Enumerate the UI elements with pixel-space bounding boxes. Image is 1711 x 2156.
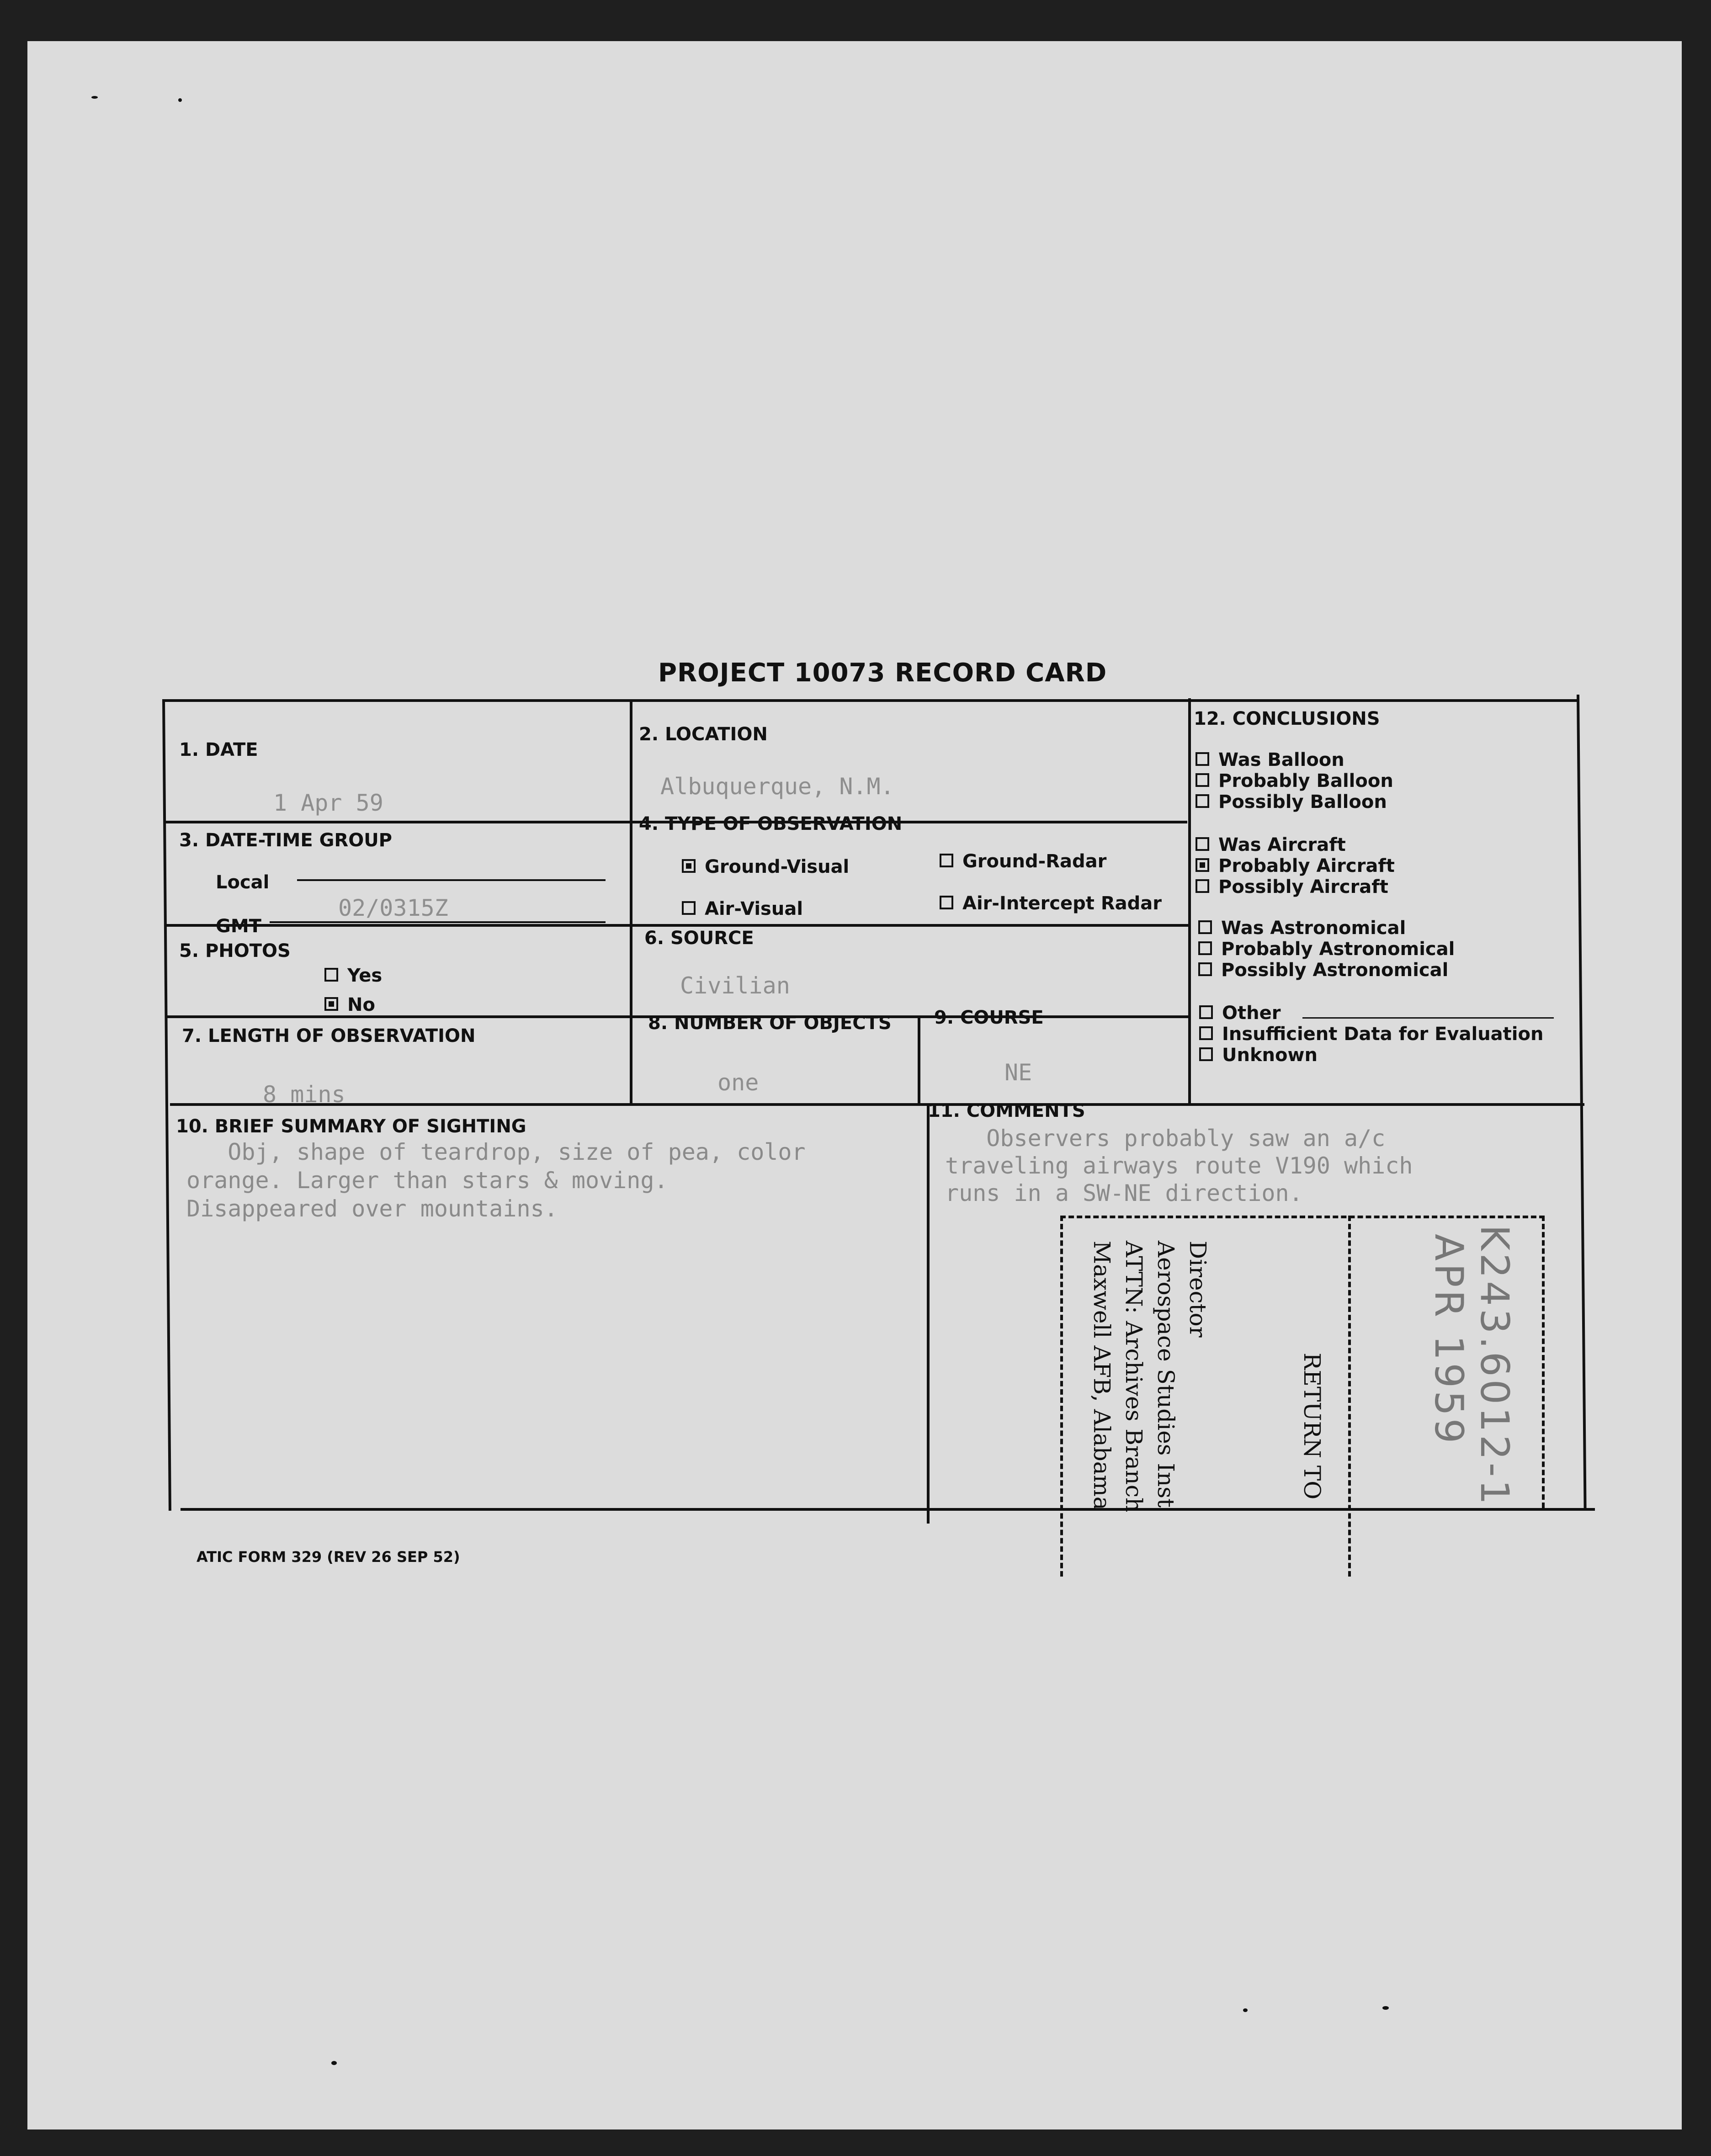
conclusion-possibly-balloon-label: Possibly Balloon xyxy=(1218,791,1387,812)
checkbox-photos-no[interactable] xyxy=(324,997,338,1011)
conclusion-insufficient-data-label: Insufficient Data for Evaluation xyxy=(1222,1024,1544,1045)
course-label: 9. COURSE xyxy=(934,1007,1044,1028)
checkbox-ground-radar[interactable] xyxy=(940,854,953,867)
course-value: NE xyxy=(1004,1059,1032,1086)
length-value: 8 mins xyxy=(263,1081,345,1108)
comments-line-3: runs in a SW-NE direction. xyxy=(945,1180,1303,1206)
option-air-visual[interactable] xyxy=(682,898,803,919)
card-top-border xyxy=(162,699,1579,702)
col-divider-11 xyxy=(927,1103,930,1524)
photos-yes-option[interactable] xyxy=(324,965,382,986)
checkbox-air-visual[interactable] xyxy=(682,901,696,915)
local-underline xyxy=(297,879,606,881)
date-value: 1 Apr 59 xyxy=(273,790,383,816)
stamp-top-border xyxy=(1060,1216,1545,1218)
conclusion-was-aircraft[interactable] xyxy=(1196,834,1346,855)
observation-type-label: 4. TYPE OF OBSERVATION xyxy=(639,813,903,834)
conclusion-probably-balloon-label: Probably Balloon xyxy=(1218,770,1393,791)
gmt-value: 02/0315Z xyxy=(338,895,448,921)
conclusion-probably-astronomical[interactable] xyxy=(1198,939,1455,960)
source-label: 6. SOURCE xyxy=(644,928,754,949)
card-right-border xyxy=(1577,695,1587,1511)
option-air-intercept-radar-label: Air-Intercept Radar xyxy=(962,893,1162,914)
handwritten-file-number: K243.6012-1 xyxy=(1472,1225,1517,1508)
summary-line-2: orange. Larger than stars & moving. xyxy=(186,1167,668,1194)
option-ground-visual-label: Ground-Visual xyxy=(705,856,850,877)
location-label: 2. LOCATION xyxy=(639,724,768,745)
stamp-return-to: RETURN TO xyxy=(1299,1353,1325,1500)
checkbox-was-astronomical[interactable] xyxy=(1198,920,1212,934)
stamp-line-maxwell: Maxwell AFB, Alabama xyxy=(1089,1241,1115,1510)
scan-speck xyxy=(178,98,182,102)
objects-label: 8. NUMBER OF OBJECTS xyxy=(648,1013,892,1034)
conclusion-unknown[interactable] xyxy=(1199,1045,1318,1066)
conclusions-label: 12. CONCLUSIONS xyxy=(1194,708,1380,729)
conclusion-possibly-aircraft[interactable] xyxy=(1196,876,1388,897)
conclusion-possibly-astronomical[interactable] xyxy=(1198,960,1448,981)
checkbox-was-balloon[interactable] xyxy=(1196,752,1209,766)
checkbox-unknown[interactable] xyxy=(1199,1047,1213,1061)
handwritten-date: APR 1959 xyxy=(1426,1234,1472,1446)
col-divider-12 xyxy=(1188,698,1191,1104)
stamp-right-border xyxy=(1542,1216,1545,1508)
conclusion-insufficient-data[interactable] xyxy=(1199,1024,1543,1045)
return-to-stamp xyxy=(1060,1216,1549,1577)
conclusion-possibly-astronomical-label: Possibly Astronomical xyxy=(1221,960,1449,981)
checkbox-probably-balloon[interactable] xyxy=(1196,773,1209,787)
row-divider-4 xyxy=(170,1103,1584,1106)
option-air-visual-label: Air-Visual xyxy=(705,898,803,919)
date-label: 1. DATE xyxy=(179,739,258,760)
stamp-line-institute: Aerospace Studies Inst xyxy=(1153,1241,1179,1508)
option-ground-visual[interactable] xyxy=(682,856,849,877)
photos-no-label: No xyxy=(347,994,375,1015)
checkbox-air-intercept-radar[interactable] xyxy=(940,896,953,909)
photos-yes-label: Yes xyxy=(347,965,383,986)
scan-speck xyxy=(1243,2008,1248,2012)
form-number-footer: ATIC FORM 329 (REV 26 SEP 52) xyxy=(197,1548,460,1566)
option-ground-radar[interactable] xyxy=(940,851,1106,872)
row-divider-2 xyxy=(165,924,1188,927)
conclusion-was-astronomical[interactable] xyxy=(1198,918,1406,939)
card-title: PROJECT 10073 RECORD CARD xyxy=(658,658,1107,688)
conclusion-other[interactable] xyxy=(1199,1003,1281,1024)
checkbox-possibly-astronomical[interactable] xyxy=(1198,962,1212,976)
summary-label: 10. BRIEF SUMMARY OF SIGHTING xyxy=(176,1116,526,1137)
conclusion-probably-aircraft[interactable] xyxy=(1196,855,1395,876)
location-value: Albuquerque, N.M. xyxy=(660,773,894,800)
checkbox-was-aircraft[interactable] xyxy=(1196,837,1209,851)
conclusion-possibly-aircraft-label: Possibly Aircraft xyxy=(1218,876,1388,897)
conclusion-other-label: Other xyxy=(1222,1003,1281,1024)
photos-label: 5. PHOTOS xyxy=(179,940,291,961)
checkbox-other[interactable] xyxy=(1199,1005,1213,1019)
scan-speck xyxy=(1382,2006,1389,2010)
photos-no-option[interactable] xyxy=(324,994,375,1015)
length-label: 7. LENGTH OF OBSERVATION xyxy=(182,1025,476,1046)
comments-line-2: traveling airways route V190 which xyxy=(945,1152,1413,1179)
conclusion-probably-balloon[interactable] xyxy=(1196,770,1393,791)
gmt-underline xyxy=(270,921,606,923)
option-ground-radar-label: Ground-Radar xyxy=(962,851,1107,872)
stamp-line-director: Director xyxy=(1185,1241,1211,1338)
comments-line-1: Observers probably saw an a/c xyxy=(945,1125,1386,1152)
stamp-middle-border xyxy=(1348,1216,1351,1577)
other-underline xyxy=(1302,1017,1554,1019)
stamp-left-border xyxy=(1060,1216,1063,1577)
scan-speck xyxy=(331,2061,337,2065)
scan-speck xyxy=(91,96,98,99)
datetime-label: 3. DATE-TIME GROUP xyxy=(179,830,392,851)
summary-line-3: Disappeared over mountains. xyxy=(186,1195,558,1222)
conclusion-unknown-label: Unknown xyxy=(1222,1045,1318,1066)
option-air-intercept-radar[interactable] xyxy=(940,893,1162,914)
conclusion-was-aircraft-label: Was Aircraft xyxy=(1218,834,1346,855)
conclusion-probably-astronomical-label: Probably Astronomical xyxy=(1221,939,1455,960)
checkbox-possibly-aircraft[interactable] xyxy=(1196,879,1209,893)
checkbox-insufficient-data[interactable] xyxy=(1199,1026,1213,1040)
objects-value: one xyxy=(717,1069,759,1096)
conclusion-was-balloon[interactable] xyxy=(1196,749,1344,770)
col-divider-2 xyxy=(630,700,632,1103)
col-divider-8 xyxy=(918,1015,920,1104)
checkbox-ground-visual[interactable] xyxy=(682,859,696,873)
comments-label: 11. COMMENTS xyxy=(928,1100,1085,1121)
conclusion-probably-aircraft-label: Probably Aircraft xyxy=(1218,855,1395,876)
summary-line-1: Obj, shape of teardrop, size of pea, color xyxy=(186,1139,806,1165)
local-label: Local xyxy=(216,872,270,893)
checkbox-possibly-balloon[interactable] xyxy=(1196,794,1209,808)
conclusion-was-astronomical-label: Was Astronomical xyxy=(1221,918,1406,939)
checkbox-probably-aircraft[interactable] xyxy=(1196,858,1209,872)
conclusion-was-balloon-label: Was Balloon xyxy=(1218,749,1344,770)
stamp-line-attn: ATTN: Archives Branch xyxy=(1121,1241,1147,1513)
checkbox-probably-astronomical[interactable] xyxy=(1198,941,1212,955)
gmt-label: GMT xyxy=(216,916,261,937)
conclusion-possibly-balloon[interactable] xyxy=(1196,791,1387,812)
checkbox-photos-yes[interactable] xyxy=(324,968,338,982)
source-value: Civilian xyxy=(680,972,790,999)
